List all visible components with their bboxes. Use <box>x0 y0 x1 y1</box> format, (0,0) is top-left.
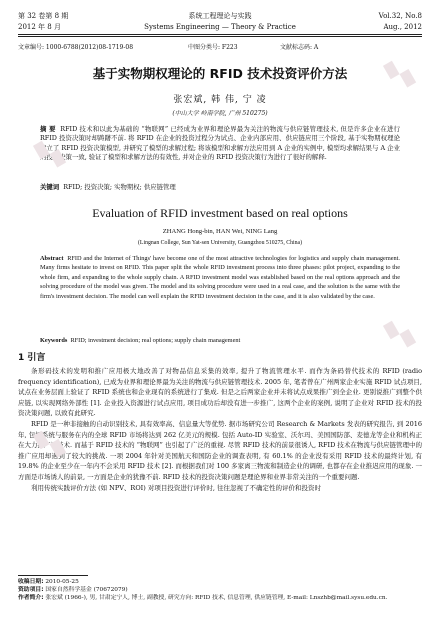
volume-cn: 第 32 卷第 8 期 <box>18 12 69 20</box>
date-cn: 2012 年 8 月 <box>18 23 61 31</box>
article-meta <box>18 42 422 50</box>
keywords-text-cn: RFID; 投资决策; 实物期权; 供应链管理 <box>63 183 176 191</box>
body-paragraph: 利用传统实践评价方法 (如 NPV、ROI) 对项目投资进行评价时, 往往忽视了不确定性的评价和投资时 <box>31 483 321 492</box>
date-en: Aug., 2012 <box>383 23 422 31</box>
affiliation-chinese: (中山大学 岭南学院, 广州 510275) <box>172 110 268 117</box>
keywords-english <box>40 336 400 345</box>
title-chinese: 基于实物期权理论的 RFID 技术投资评价方法 <box>92 66 348 81</box>
title-english: Evaluation of RFID investment based on real options <box>92 206 348 220</box>
document-code: 文献标志码: A <box>280 44 319 51</box>
abstract-english <box>40 254 400 301</box>
volume-en: Vol.32, No.8 <box>378 12 422 20</box>
footnote-received: 收稿日期: 2010-05-25 <box>18 579 79 585</box>
clc-number: 中图分类号: F223 <box>188 44 238 51</box>
abstract-label-cn: 摘 要 <box>40 125 56 133</box>
journal-cn: 系统工程理论与实践 <box>188 12 252 20</box>
keywords-label-en: Keywords <box>40 337 68 344</box>
keywords-label-cn: 关键词 <box>40 183 60 191</box>
footnote-fund: 资助项目: 国家自然科学基金 (70672079) <box>18 587 128 593</box>
watermark-graphic: ▚ <box>33 427 67 463</box>
footnote-author: 作者简介: 张宏斌 (1966-), 男, 甘肃定宁人, 博士, 副教授, 研究方向: RFID 技术, 信息管理, 供应链管理, E-mail: Lnszhb@mail.sysu.edu.cn. <box>18 595 388 601</box>
abstract-chinese <box>40 125 400 163</box>
authors-english: ZHANG Hong-bin, HAN Wei, NING Lang <box>162 228 278 235</box>
abstract-text-cn: RFID 技术和以此为基础的 “物联网” 已经成为业界和理论界最为关注的物流与供应链管理技术, 但是许多企业在进行 RFID 投资决策时却踌躇不前. 将 RFID 在企业的投资过程分为试点、企业内部应用、供应链应用三个阶段, 基于实物期权理论建立了 RFID 投资决策模型, 并研究了模型的求解过程; 将该模型和求解方法应用到 A 企业的实例中, 模型均求解结果与 A 企业的投资决策一致, 验证了模型和求解方法的有效性, 并对企业的 RFID 投资决策行为进行了很好的解释. <box>40 125 400 162</box>
body-paragraph: RFID 是一种非接触的自动识别技术, 具有效率高、信息量大等优势. 据市场研究公司 Research & Markets 发表的研究报告, 到 2016 年, 包括系统与服务在内的全球 RFID 市场将达到 262 亿美元的规模. 包括 Auto-ID 实验室、沃尔玛、美国国防部、麦德龙等企业和机构正在大力推广该技术. 而基于 RFID 技术的 “物联网” 也引起了广泛的重视. 尽管 RFID 技术的前景很诱人, RFID 技术在物流与供应链管理中的推广应用却遇到了较大的挑战. 一项 2004 年针对美国航天和国防企业的调查表明, 有 60.1% 的企业没有采用 RFID 技术的最终计划, 有 19.8% 的企业至少在一年内不会采用 RFID 技术 [2]. 而根据我们对 100 多家离三物流和制造企业的调研, 也都存在企业推迟应用的现象. 一方面是市场诱人的前景, 一方面是企业的犹豫不前. RFID 技术的投资决策问题是理论界和业界非常关注的一个重要问题. <box>18 419 422 481</box>
article-number: 文章编号: 1000-6788(2012)08-1719-08 <box>18 44 134 51</box>
footnotes <box>18 578 422 602</box>
abstract-label-en: Abstract <box>40 255 64 262</box>
header-rule <box>18 34 422 35</box>
body-paragraph: 条形码技术的发明和推广应用极大地改善了对物品信息采集的效率, 提升了物流管理水平. 而作为条码替代技术的 RFID (radio frequency identification), 已成为业界和理论界最为关注的物流与供应链管理技术. 2005 年, 笔者曾在广州两家企业实施 RFID 试点项目, 试点在业务层面上验证了 RFID 系统也和企业现有的系统进行了集成. 但是之后两家企业并未将试点成果推广到全企业. 更别说推广到整个供应链, 以实现网络外部性 [1]. 企业投入资源进行试点应用, 项目成功后却没有进一步推广, 这两个企业的案例, 说明了企业对 RFID 技术的投资决策问题, 以致有此研究. <box>18 367 422 418</box>
header-rule-thin <box>18 36 422 37</box>
affiliation-english: (Lingnan College, Sun Yat-sen University, Guangzhou 510275, China) <box>137 240 302 246</box>
watermark-graphic: ▚ <box>33 137 67 173</box>
watermark-graphic: ▚ <box>383 57 417 93</box>
keywords-text-en: RFID; investment decision; real options; supply chain management <box>70 337 241 344</box>
authors-chinese: 张宏斌, 韩 伟, 宁 凌 <box>173 95 267 105</box>
section-heading-introduction: 1 引言 <box>18 353 46 363</box>
body-text <box>18 366 422 493</box>
footnote-rule <box>18 575 88 576</box>
watermark-graphic: ▚ <box>383 317 417 353</box>
keywords-chinese <box>40 183 400 192</box>
journal-en: Systems Engineering — Theory & Practice <box>144 23 296 31</box>
abstract-text-en: RFID and the Internet of Things' have become one of the most attractive technologies for logistics and supply chain management. Many firms hesitate to invest on RFID. This paper split the whole RFID investment process into three phases: pilot project, expanding to the whole firm, and expanding to the whole supply chain. A RFID investment model was established based on the real options approach and the solving procedure of the model was given. The model and its solving procedure were used in a real case, and the solution is the same with the firm's investment decision. The model can well explain the RFID investment decision in the case, and it is also validated by the case. <box>40 255 400 300</box>
